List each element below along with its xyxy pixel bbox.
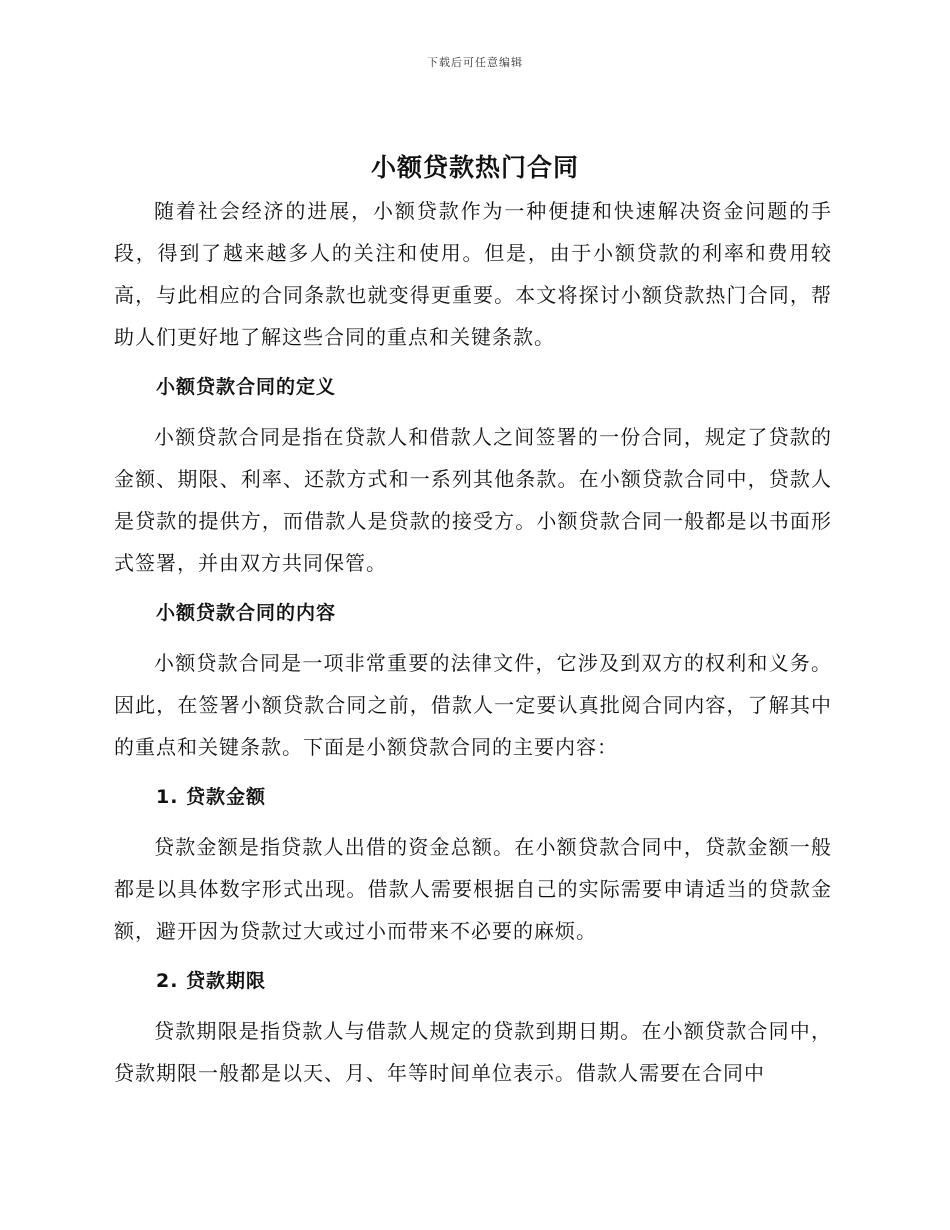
section-heading: 小额贷款合同的定义 [156, 376, 337, 398]
header-note: 下载后可任意编辑 [427, 56, 523, 69]
section-paragraph: 小额贷款合同是指在贷款人和借款人之间签署的一份合同，规定了贷款的金额、期限、利率、还款方式和一系列其他条款。在小额贷款合同中，贷款人是贷款的提供方，而借款人是贷款的接受方。小额贷款合同一般都是以书面形式签署，并由双方共同保管。 [114, 425, 832, 575]
document-body [114, 190, 832, 1094]
document-title: 小额贷款热门合同 [370, 153, 579, 182]
section-paragraph: 贷款期限是指贷款人与借款人规定的贷款到期日期。在小额贷款合同中，贷款期限一般都是以天、月、年等时间单位表示。借款人需要在合同中 [114, 1019, 832, 1085]
section-paragraph: 小额贷款合同是一项非常重要的法律文件，它涉及到双方的权利和义务。因此，在签署小额贷款合同之前，借款人一定要认真批阅合同内容，了解其中的重点和关键条款。下面是小额贷款合同的主要内容： [114, 651, 832, 759]
section-heading: 1. 贷款金额 [156, 786, 267, 808]
intro-paragraph: 随着社会经济的进展，小额贷款作为一种便捷和快速解决资金问题的手段，得到了越来越多人的关注和使用。但是，由于小额贷款的利率和费用较高，与此相应的合同条款也就变得更重要。本文将探讨小额贷款热门合同，帮助人们更好地了解这些合同的重点和关键条款。 [114, 199, 832, 349]
section-paragraph: 贷款金额是指贷款人出借的资金总额。在小额贷款合同中，贷款金额一般都是以具体数字形式出现。借款人需要根据自己的实际需要申请适当的贷款金额，避开因为贷款过大或过小而带来不必要的麻烦。 [114, 835, 832, 943]
section-heading: 2. 贷款期限 [156, 970, 267, 992]
section-heading: 小额贷款合同的内容 [156, 602, 337, 624]
